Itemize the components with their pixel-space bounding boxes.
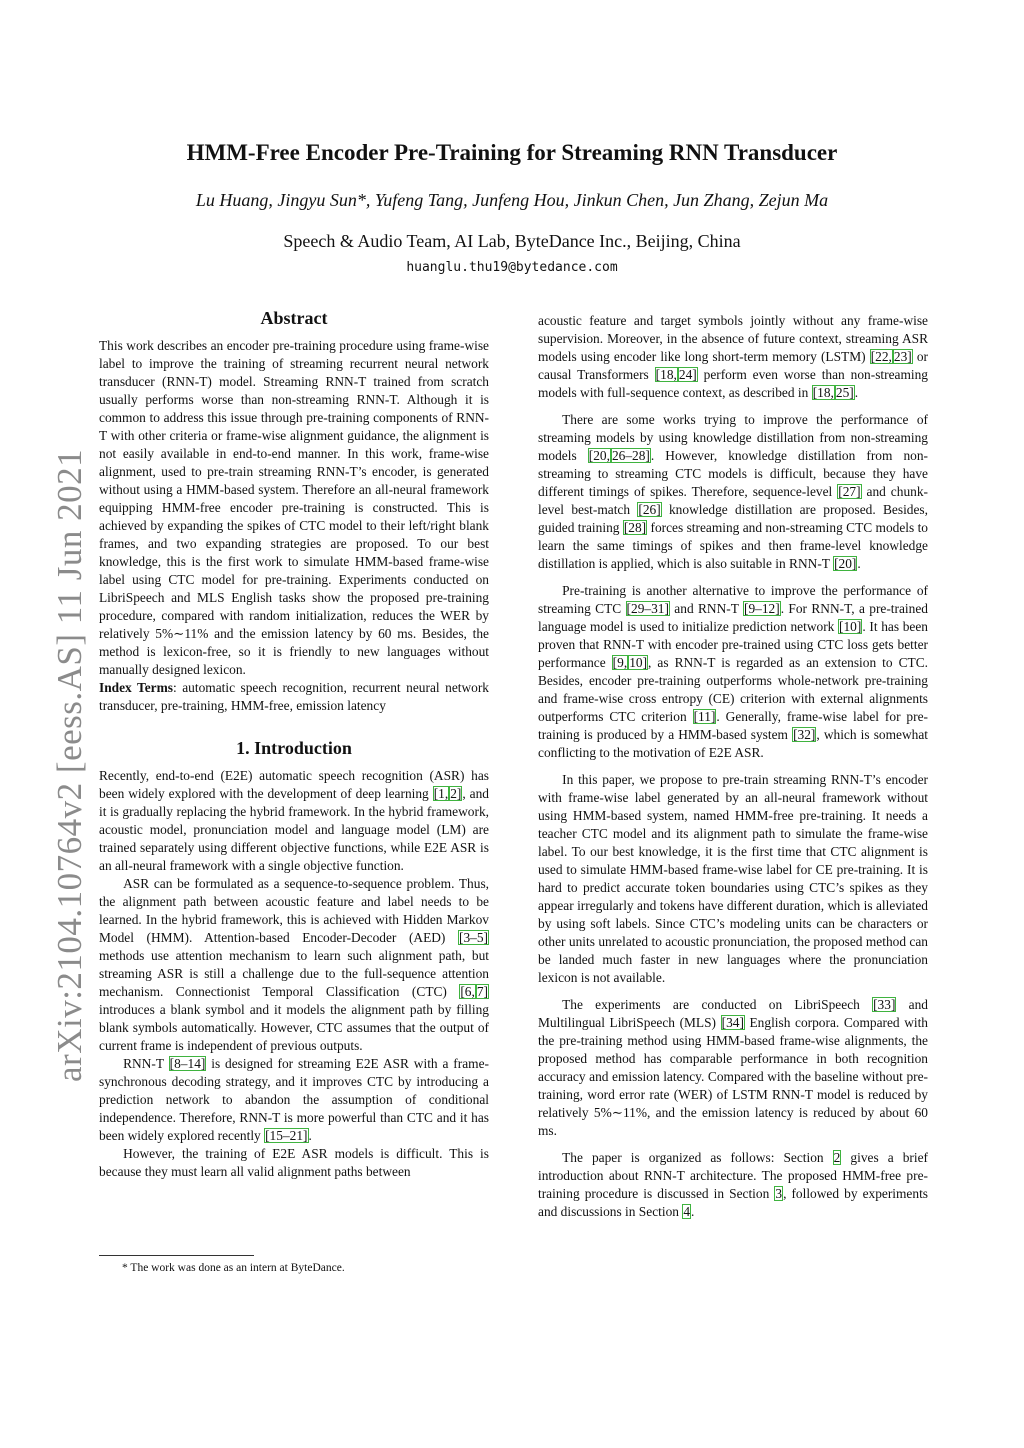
introduction-heading: 1. Introduction (236, 738, 352, 758)
citation-link[interactable]: [15–21] (265, 1128, 308, 1143)
index-terms-label: Index Terms (99, 680, 173, 695)
citation-link[interactable]: [1, (433, 786, 449, 801)
citation-link[interactable]: 24] (678, 367, 697, 382)
left-column (99, 305, 489, 1181)
citation-link[interactable]: [18, (655, 367, 677, 382)
citation-link[interactable]: [20, (588, 448, 610, 463)
index-terms-text: : automatic speech recognition, recurrent neural network transducer, pre-training, HMM-free, emission latency (99, 680, 489, 713)
author-list: Lu Huang, Jingyu Sun*, Yufeng Tang, Junfeng Hou, Jinkun Chen, Jun Zhang, Zejun Ma (195, 190, 829, 210)
citation-link[interactable]: [27] (838, 484, 861, 499)
citation-link[interactable]: 25] (835, 385, 854, 400)
citation-link[interactable]: [26] (638, 502, 661, 517)
abstract-heading: Abstract (260, 308, 328, 328)
citation-link[interactable]: 7] (476, 984, 488, 999)
affiliation: Speech & Audio Team, AI Lab, ByteDance Inc., Beijing, China (283, 231, 741, 251)
citation-link[interactable]: [32] (793, 727, 816, 742)
right-paragraph-3: Pre-training is another alternative to improve the performance of streaming CTC [29–31] and RNN-T [9–12]. For RNN-T, a pre-trained language model is used to initialize prediction network [10]. It has been proven that RNN-T with encoder pre-trained using CTC loss gets better performance [9, 10], as RNN-T is regarded as an extension to CTC. Besides, encoder pre-training outperforms whole-network pre-training and frame-wise cross entropy (CE) criterion with external alignments outperforms CTC criterion [11]. Generally, frame-wise label for pre-training is produced by a HMM-based system [32], which is somewhat conflicting to the motivation of E2E ASR. (538, 583, 928, 760)
citation-link[interactable]: [18, (812, 385, 834, 400)
index-terms (99, 679, 489, 715)
right-paragraph-6: The paper is organized as follows: Section 2 gives a brief introduction about RNN-T architecture. The proposed HMM-free pre-training procedure is discussed in Section 3, followed by experiments and discussions in Section 4. (538, 1150, 929, 1219)
citation-link[interactable]: 26–28] (611, 448, 650, 463)
citation-link[interactable]: [33] (873, 997, 896, 1012)
intro-paragraph-2: ASR can be formulated as a sequence-to-sequence problem. Thus, the alignment path between acoustic feature and label needs to be learned. In the hybrid framework, this is achieved with Hidden Markov Model (HMM). Attention-based Encoder-Decoder (AED) [3–5] methods use attention mechanism to learn such alignment path, but streaming ASR is still a challenge due to the full-sequence attention mechanism. Connectionist Temporal Classification (CTC) [6, 7] introduces a blank symbol and it models the alignment path by filling blank symbols automatically. However, CTC assumes that the output of current frame is independent of previous outputs. (99, 876, 489, 1053)
footnote: * The work was done as an intern at ByteDance. (122, 1262, 345, 1274)
intro-paragraph-1: Recently, end-to-end (E2E) automatic speech recognition (ASR) has been widely explored with the development of deep learning [1, 2], and it is gradually replacing the hybrid framework. In the hybrid framework, acoustic model, pronunciation model and language model (LM) are trained separately using different objective functions, while E2E ASR is an all-neural framework with a single objective function. (99, 768, 489, 873)
arxiv-stamp-text: arXiv:2104.10764v2 [eess.AS] 11 Jun 2021 (50, 448, 89, 1082)
citation-link[interactable]: [10] (839, 619, 862, 634)
right-paragraph-2: There are some works trying to improve the performance of streaming models by using knowledge distillation from non-streaming models [20, 26–28]. However, knowledge distillation from non-streaming to streaming CTC models is difficult, because they have different timings of spikes. Therefore, sequence-level [27] and chunk-level best-match [26] knowledge distillation are proposed. Besides, guided training [28] forces streaming and non-streaming CTC models to learn the same timings of spikes and then frame-level knowledge distillation is applied, which is also suitable in RNN-T [20]. (538, 412, 929, 571)
section-link[interactable]: 2 (833, 1150, 841, 1165)
abstract-text: This work describes an encoder pre-training procedure using frame-wise label to improve the training of streaming recurrent neural network transducer (RNN-T) model. Streaming RNN-T trained from scratch usually performs worse than non-streaming RNN-T. Although it is common to address this issue through pre-training components of RNN-T with other criteria or frame-wise alignment guidance, the alignment is not easily available in end-to-end manner. In this work, frame-wise alignment, used to pre-train streaming RNN-T’s encoder, is generated without using a HMM-based system. Therefore an all-neural framework equipping HMM-free encoder pre-training is constructed. This is achieved by expanding the spikes of CTC model to their left/right blank frames, and two expanding strategies are proposed. To our best knowledge, this is the first work to simulate HMM-based frame-wise label using CTC model for pre-training. Experiments conducted on LibriSpeech and MLS English tasks show the proposed pre-training procedure, compared with random initialization, reduces the WER by relatively 5%∼11% and the emission latency by 60 ms. Besides, the method is lexicon-free, so it is friendly to new languages without manually designed lexicon. (99, 338, 489, 677)
citation-link[interactable]: [9–12] (744, 601, 780, 616)
citation-link[interactable]: [22, (870, 349, 892, 364)
right-paragraph-1: acoustic feature and target symbols jointly without any frame-wise supervision. Moreover, in the absence of future context, streaming ASR models using encoder like long short-term memory (LSTM) [22, 23] or causal Transformers [18, 24] perform even worse than non-streaming models with full-sequence context, as described in [18, 25]. (538, 313, 928, 400)
citation-link[interactable]: [28] (623, 520, 647, 535)
citation-link[interactable]: 23] (893, 349, 912, 364)
citation-link[interactable]: [3–5] (458, 930, 488, 945)
right-column (538, 312, 928, 1230)
right-paragraph-5: The experiments are conducted on LibriSpeech [33] and Multilingual LibriSpeech (MLS) [34] English corpora. Compared with the pre-training method using HMM-based frame-wise alignments, the proposed method has comparable performance in both recognition accuracy and emission latency. Compared with the baseline without pre-training, word error rate (WER) of LSTM RNN-T model is reduced by relatively 5%∼11%, and the emission latency is reduced by about 60 ms. (538, 997, 929, 1138)
citation-link[interactable]: [34] (721, 1015, 744, 1030)
citation-link[interactable]: [9, (612, 655, 628, 670)
intro-paragraph-4: However, the training of E2E ASR models is difficult. This is because they must learn all valid alignment paths between (99, 1146, 489, 1179)
citation-link[interactable]: 2] (450, 786, 462, 801)
intro-paragraph-3: RNN-T [8–14] is designed for streaming E2E ASR with a frame-synchronous decoding strategy, and it improves CTC by introducing a prediction network to abandon the assumption of conditional independence. Therefore, RNN-T is more powerful than CTC and it has been widely explored recently [15–21]. (99, 1056, 489, 1143)
section-link[interactable]: 3 (775, 1186, 783, 1201)
citation-link[interactable]: [6, (460, 984, 475, 999)
citation-link[interactable]: [20] (834, 556, 857, 571)
paper-title: HMM-Free Encoder Pre-Training for Streaming RNN Transducer (186, 140, 838, 165)
citation-link[interactable]: [8–14] (169, 1056, 206, 1071)
right-paragraph-4: In this paper, we propose to pre-train streaming RNN-T’s encoder with frame-wise label generated by an all-neural framework without using HMM-based system, named HMM-free pre-training. It needs a teacher CTC model and its alignment path to simulate the frame-wise label. To our best knowledge, it is the first time that CTC alignment is used to simulate HMM-based frame-wise label for CE pre-training. It is hard to predict accurate token boundaries using CTC’s spikes as they appear irregularly and tokens have different duration, which is alleviated by using soft labels. Since CTC’s modeling units can be characters or other units unrelated to acoustic pronunciation, the proposed method can be landed much faster in new languages where the pronunciation lexicon is not available. (538, 772, 928, 985)
section-link[interactable]: 4 (683, 1204, 691, 1219)
citation-link[interactable]: [29–31] (626, 601, 669, 616)
footnote-rule (99, 1255, 254, 1256)
author-email: huanglu.thu19@bytedance.com (406, 260, 618, 275)
citation-link[interactable]: 10] (629, 655, 648, 670)
citation-link[interactable]: [11] (693, 709, 716, 724)
